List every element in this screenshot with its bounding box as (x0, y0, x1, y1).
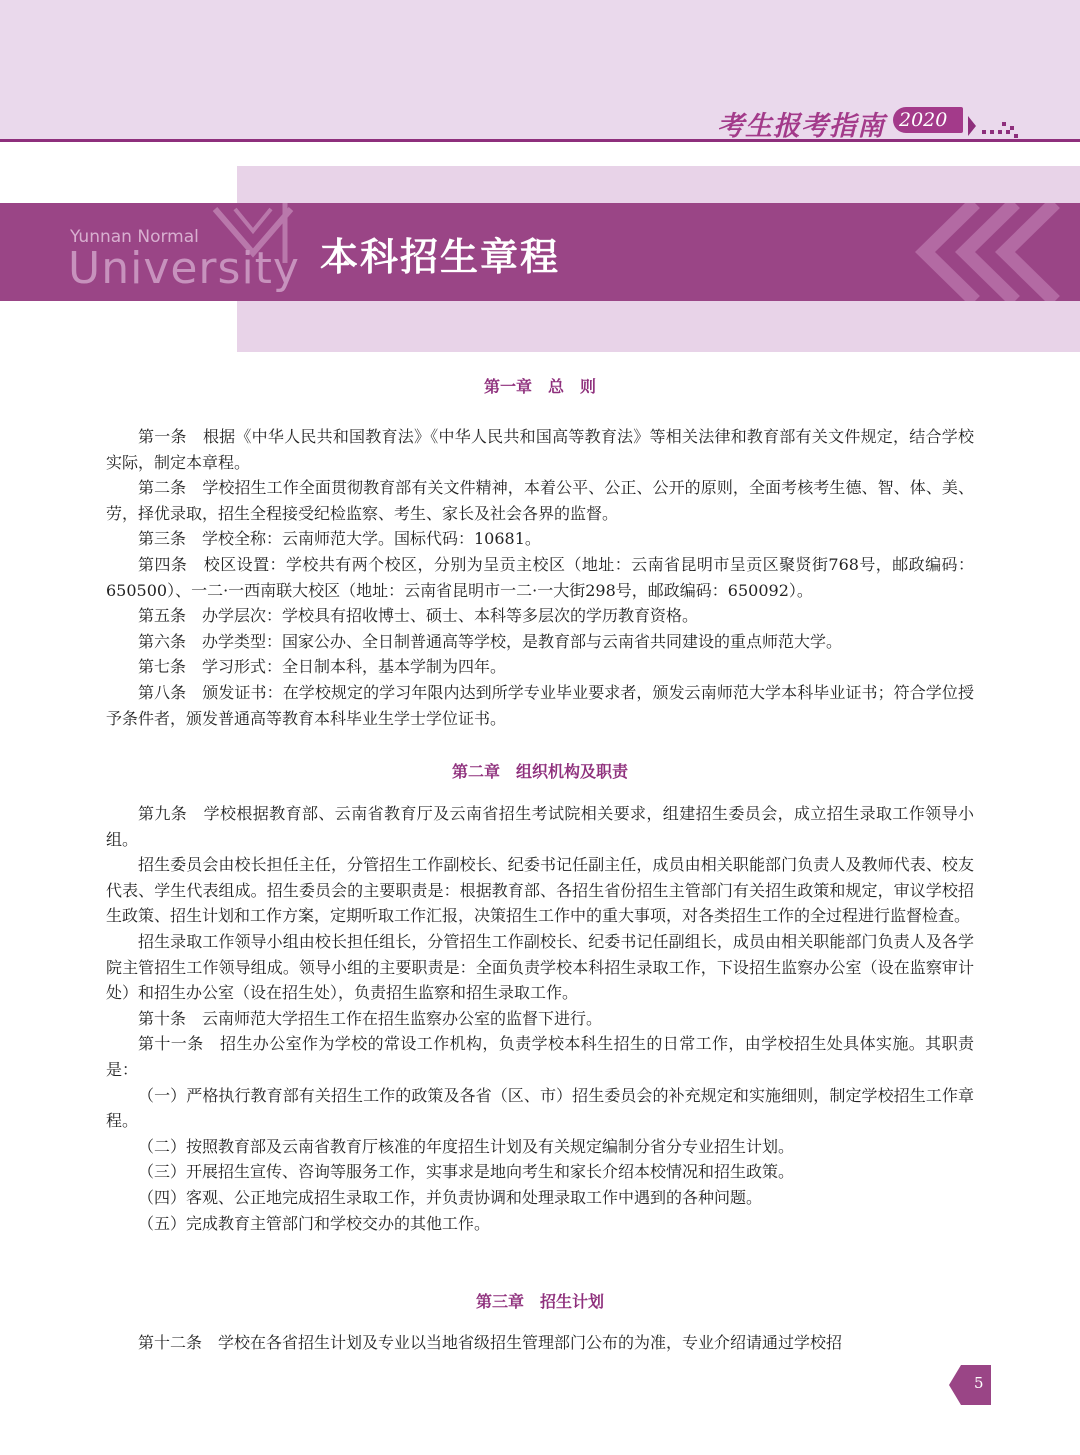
article-paragraph: 第十二条 学校在各省招生计划及专业以当地省级招生管理部门公布的为准，专业介绍请通过学校招 (138, 1333, 843, 1352)
article-paragraph: （五）完成教育主管部门和学校交办的其他工作。 (138, 1213, 491, 1233)
article-paragraph: 第九条 学校根据教育部、云南省教育厅及云南省招生考试院相关要求，组建招生委员会，成立招生录取工作领导小组。 (106, 804, 974, 849)
article-paragraph: 第七条 学习形式：全日制本科，基本学制为四年。 (138, 657, 507, 677)
article-paragraph: （二）按照教育部及云南省教育厅核准的年度招生计划及有关规定编制分省分专业招生计划。 (138, 1136, 795, 1156)
chapter-heading: 第一章 总 则 (483, 377, 596, 396)
page-number-tab (949, 1365, 991, 1405)
chevron-decoration-icon (905, 203, 1080, 301)
article-paragraph: 招生委员会由校长担任主任，分管招生工作副校长、纪委书记任副主任，成员由相关职能部门负责人及教师代表、校友代表、学生代表组成。招生委员会的主要职责是：根据教育部、各招生省份招生主管部门有关招生政策和规定，审议学校招生政策、招生计划和工作方案，定期听取工作汇报，决策招生工作中的重大事项，对各类招生工作的全过程进行监督检查。 (106, 855, 974, 926)
article-paragraph: 第四条 校区设置：学校共有两个校区，分别为呈贡主校区（地址：云南省昆明市呈贡区聚贤街768号，邮政编码：650500）、一二·一西南联大校区（地址：云南省昆明市一二·一大街298号，邮政编码：650092）。 (106, 554, 974, 600)
article-paragraph: 第二条 学校招生工作全面贯彻教育部有关文件精神，本着公平、公正、公开的原则，全面考核考生德、智、体、美、劳，择优录取，招生全程接受纪检监察、考生、家长及社会各界的监督。 (106, 478, 974, 523)
chapter-body (106, 424, 974, 731)
guide-title: 考生报考指南 (717, 111, 885, 142)
article-paragraph: （一）严格执行教育部有关招生工作的政策及各省（区、市）招生委员会的补充规定和实施细则，制定学校招生工作章程。 (106, 1085, 974, 1131)
article-paragraph: 第六条 办学类型：国家公办、全日制普通高等学校，是教育部与云南省共同建设的重点师范大学。 (138, 631, 843, 651)
article-paragraph: （四）客观、公正地完成招生录取工作，并负责协调和处理录取工作中遇到的各种问题。 (138, 1187, 763, 1207)
article-paragraph: 第五条 办学层次：学校具有招收博士、硕士、本科等多层次的学历教育资格。 (138, 606, 699, 626)
university-name-small: Yunnan Normal (70, 227, 199, 247)
article-paragraph: 第三条 学校全称：云南师范大学。国标代码：10681。 (138, 529, 541, 549)
article-paragraph: 第十一条 招生办公室作为学校的常设工作机构，负责学校本科生招生的日常工作，由学校招生处具体实施。其职责是： (106, 1034, 974, 1079)
page-number: 5 (974, 1374, 984, 1392)
article-paragraph: 招生录取工作领导小组由校长担任组长，分管招生工作副校长、纪委书记任副组长，成员由相关职能部门负责人及各学院主管招生工作领导组成。领导小组的主要职责是：全面负责学校本科招生录取工作，下设招生监察办公室（设在监察审计处）和招生办公室（设在招生处），负责招生监察和招生录取工作。 (106, 931, 974, 1003)
chapter-heading: 第三章 招生计划 (475, 1292, 604, 1311)
article-paragraph: 第八条 颁发证书：在学校规定的学习年限内达到所学专业毕业要求者，颁发云南师范大学本科毕业证书；符合学位授予条件者，颁发普通高等教育本科毕业生学士学位证书。 (106, 682, 974, 728)
article-paragraph: 第一条 根据《中华人民共和国教育法》《中华人民共和国高等教育法》等相关法律和教育部有关文件规定，结合学校实际，制定本章程。 (106, 427, 974, 472)
article-paragraph: 第十条 云南师范大学招生工作在招生监察办公室的监督下进行。 (138, 1008, 603, 1028)
page-title: 本科招生章程 (320, 235, 561, 279)
pixel-arrow-icon (968, 112, 1028, 142)
chapter-body (106, 1330, 974, 1356)
chapter-body (106, 801, 974, 1236)
chapter-heading: 第二章 组织机构及职责 (451, 762, 628, 781)
university-name-large: University (68, 243, 300, 294)
header-rule (0, 139, 1080, 142)
article-paragraph: （三）开展招生宣传、咨询等服务工作，实事求是地向考生和家长介绍本校情况和招生政策。 (138, 1162, 795, 1182)
guide-year-badge: 2020 (893, 107, 963, 133)
